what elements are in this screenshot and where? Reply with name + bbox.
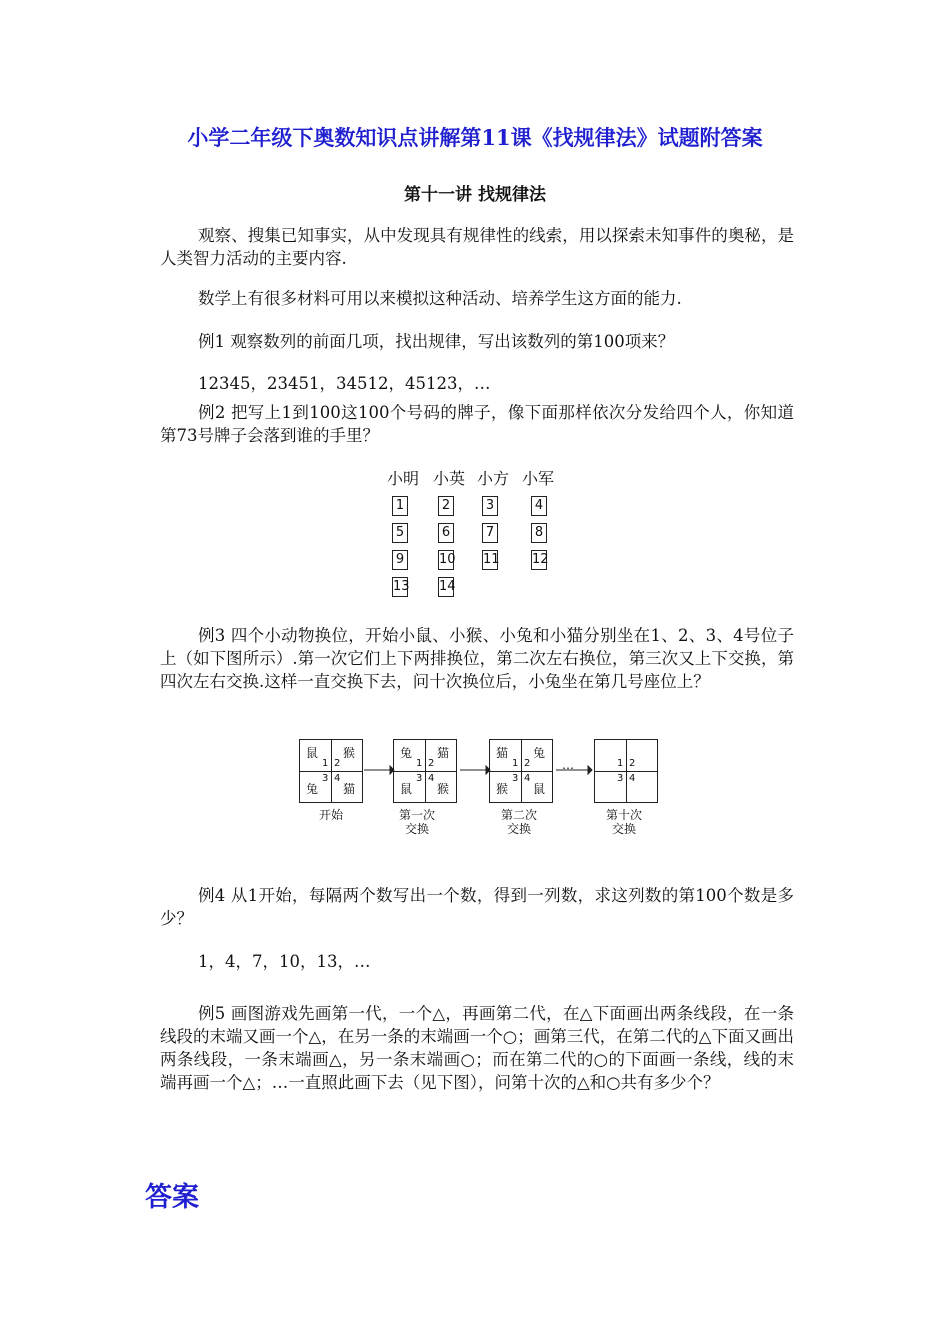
seat-number: 4	[334, 773, 341, 784]
box-caption: 第二次交换	[500, 808, 537, 836]
number-card: 11	[482, 550, 498, 570]
animal-label: 猴	[437, 782, 450, 796]
arrow-head-icon	[486, 766, 490, 774]
arrow-head-icon	[390, 766, 394, 774]
seat-box-tenth-swap	[594, 739, 658, 803]
seat-number: 3	[322, 773, 329, 784]
seat-number: 1	[617, 758, 624, 769]
person-label: 小明	[386, 469, 419, 488]
animal-label: 猫	[496, 746, 509, 760]
lesson-title: 第十一讲 找规律法	[404, 185, 546, 205]
arrow-head-icon	[588, 766, 592, 774]
animal-label: 鼠	[306, 746, 319, 760]
number-card: 1	[392, 496, 408, 516]
animal-label: 猴	[496, 782, 509, 796]
person-label: 小方	[476, 469, 509, 488]
seat-number: 4	[428, 773, 435, 784]
seat-number: 2	[428, 758, 435, 769]
number-card: 5	[392, 523, 408, 543]
intro-paragraph: 观察、搜集已知事实，从中发现具有规律性的线索，用以探索未知事件的奥秘，是人类智力活动的主要内容.	[160, 226, 794, 268]
example-4-sequence: 1，4，7，10，13，…	[198, 952, 371, 971]
example-3-question: 例3 四个小动物换位，开始小鼠、小猴、小兔和小猫分别坐在1、2、3、4号位子上（如下图所示）.第一次它们上下两排换位，第二次左右换位，第三次又上下交换，第四次左右交换.这样一直交换下去，问十次换位后，小兔坐在第几号座位上？	[160, 626, 794, 691]
seat-number: 4	[524, 773, 531, 784]
box-caption: 第十次交换	[605, 808, 642, 836]
swap-arrows	[360, 762, 596, 778]
seat-number: 1	[512, 758, 519, 769]
example-5-question: 例5 画图游戏先画第一代，一个△，再画第二代，在△下面画出两条线段，在一条线段的末端又画一个△，在另一条的末端画一个○；画第三代，在第二代的△下面又画出两条线段，一条末端画△，另一条末端画○；而在第二代的○的下面画一条线，线的末端再画一个△；…一直照此画下去（见下图），问第十次的△和○共有多少个？	[160, 1004, 794, 1092]
seat-number: 2	[524, 758, 531, 769]
seat-number: 3	[512, 773, 519, 784]
animal-label: 猫	[437, 746, 450, 760]
number-card: 7	[482, 523, 498, 543]
animal-label: 兔	[400, 746, 413, 760]
seat-number: 3	[617, 773, 624, 784]
seat-number: 3	[416, 773, 423, 784]
animal-label: 鼠	[400, 782, 413, 796]
seat-number: 1	[416, 758, 423, 769]
box-caption: 第一次交换	[398, 808, 435, 836]
number-card: 13	[392, 577, 408, 597]
number-card: 4	[531, 496, 547, 516]
example-1-sequence: 12345，23451，34512，45123，…	[198, 374, 491, 393]
seat-number: 4	[629, 773, 636, 784]
animal-label: 兔	[306, 782, 319, 796]
seat-box-start	[299, 739, 363, 803]
intro-paragraph-2: 数学上有很多材料可用以来模拟这种活动、培养学生这方面的能力.	[198, 289, 682, 308]
ellipsis-dots: …	[562, 758, 574, 772]
number-card: 9	[392, 550, 408, 570]
number-card: 14	[438, 577, 454, 597]
number-card: 10	[438, 550, 454, 570]
example-4-question: 例4 从1开始，每隔两个数写出一个数，得到一列数，求这列数的第100个数是多少？	[160, 886, 794, 928]
answer-heading: 答案	[145, 1182, 199, 1213]
seat-number: 2	[334, 758, 341, 769]
animal-label: 兔	[533, 746, 546, 760]
number-card: 8	[531, 523, 547, 543]
person-label: 小英	[432, 469, 465, 488]
box-caption: 开始	[318, 808, 343, 822]
seat-number: 1	[322, 758, 329, 769]
animal-label: 猫	[343, 782, 356, 796]
person-label: 小军	[521, 469, 554, 488]
number-card: 12	[531, 550, 547, 570]
number-card: 2	[438, 496, 454, 516]
number-card: 6	[438, 523, 454, 543]
example-1-question: 例1 观察数列的前面几项，找出规律，写出该数列的第100项来？	[198, 332, 675, 351]
animal-label: 猴	[343, 746, 356, 760]
seat-number: 2	[629, 758, 636, 769]
example-2-question: 例2 把写上1到100这100个号码的牌子，像下面那样依次分发给四个人，你知道第73号牌子会落到谁的手里？	[160, 403, 794, 445]
animal-label: 鼠	[533, 782, 546, 796]
number-card: 3	[482, 496, 498, 516]
document-title: 小学二年级下奥数知识点讲解第11课《找规律法》试题附答案	[187, 125, 763, 150]
